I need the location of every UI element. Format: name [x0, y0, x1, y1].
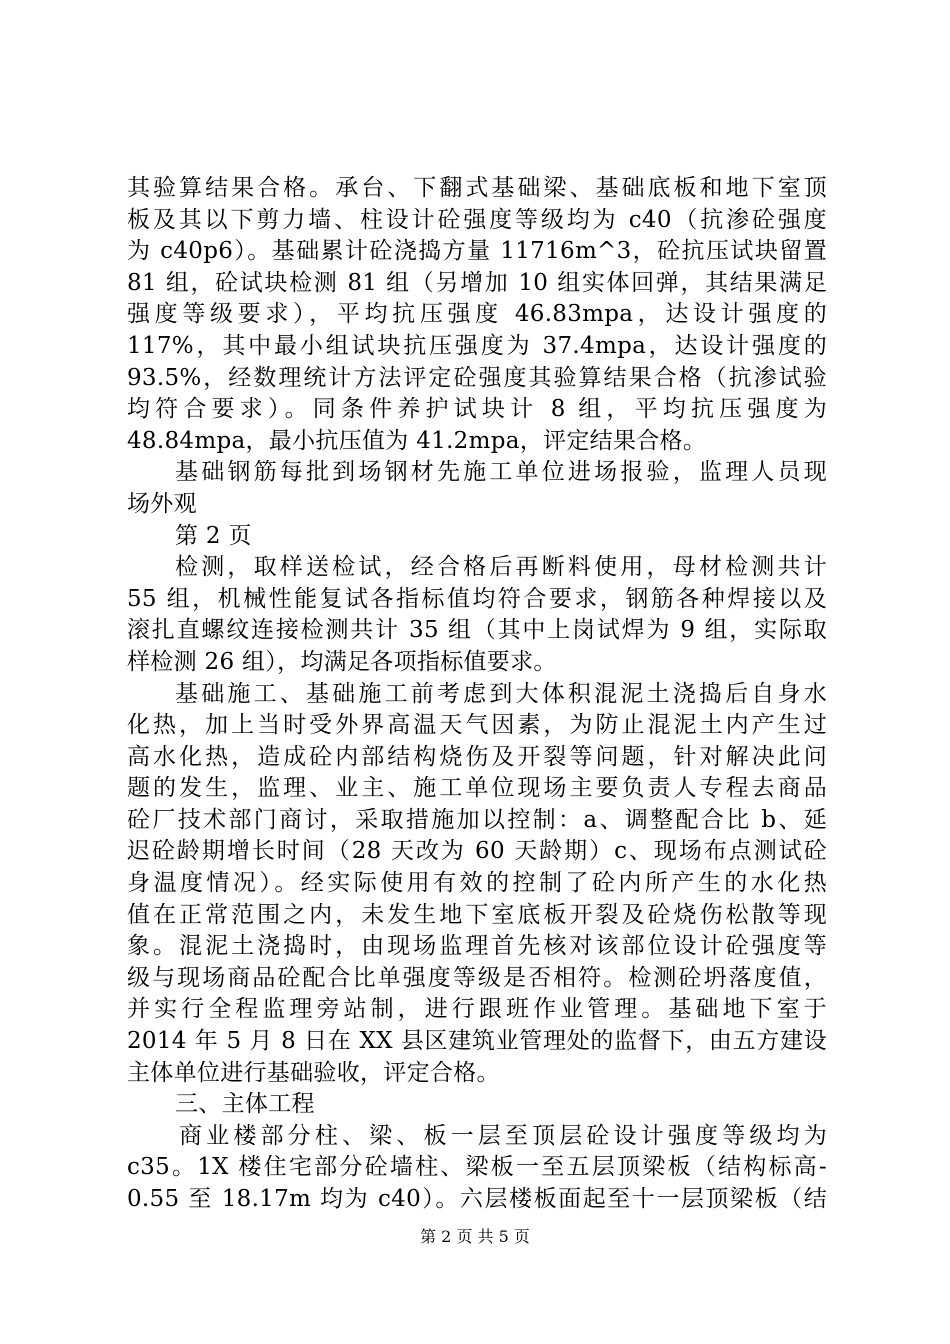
text-line: 滚扎直螺纹连接检测共计 35 组（其中上岗试焊为 9 组，实际取	[127, 617, 827, 644]
text-line: 化热，加上当时受外界高温天气因素，为防止混泥土内产生过	[127, 712, 827, 739]
text-line: 2014 年 5 月 8 日在 XX 县区建筑业管理处的监督下，由五方建设	[127, 1028, 827, 1055]
text-line: 样检测 26 组），均满足各项指标值要求。	[127, 648, 557, 675]
page-marker: 第 2 页	[175, 522, 252, 549]
text-line: 基础施工、基础施工前考虑到大体积混泥土浇捣后自身水	[175, 680, 827, 707]
text-line: 砼厂技术部门商讨，采取措施加以控制：a、调整配合比 b、延	[127, 806, 827, 833]
text-line: 值在正常范围之内，未发生地下室底板开裂及砼烧伤松散等现	[127, 901, 827, 928]
text-line: 为 c40p6）。基础累计砼浇捣方量 11716m^3，砼抗压试块留置	[127, 238, 827, 265]
text-line: 强度等级要求），平均抗压强度 46.83mpa，达设计强度的	[127, 301, 827, 328]
text-line: 象。混泥土浇捣时，由现场监理首先核对该部位设计砼强度等	[127, 933, 827, 960]
text-line: 93.5%，经数理统计方法评定砼强度其验算结果合格（抗渗试验	[127, 364, 827, 391]
text-line: 117%，其中最小组试块抗压强度为 37.4mpa，达设计强度的	[127, 332, 827, 359]
text-line: 迟砼龄期增长时间（28 天改为 60 天龄期）c、现场布点测试砼	[127, 838, 827, 865]
text-line: 板及其以下剪力墙、柱设计砼强度等级均为 c40（抗渗砼强度	[127, 206, 827, 233]
body-text	[127, 173, 827, 1216]
text-line: 题的发生，监理、业主、施工单位现场主要负责人专程去商品	[127, 775, 827, 802]
text-line: 均符合要求）。同条件养护试块计 8 组，平均抗压强度为	[127, 396, 827, 423]
text-line: 0.55 至 18.17m 均为 c40）。六层楼板面起至十一层顶梁板（结	[127, 1186, 827, 1212]
text-line: 身温度情况）。经实际使用有效的控制了砼内所产生的水化热	[127, 870, 827, 897]
section-heading: 三、主体工程	[175, 1091, 315, 1118]
text-line: 81 组，砼试块检测 81 组（另增加 10 组实体回弹，其结果满足	[127, 269, 827, 296]
text-line: 高水化热，造成砼内部结构烧伤及开裂等问题，针对解决此问	[127, 743, 827, 770]
text-line: 55 组，机械性能复试各指标值均符合要求，钢筋各种焊接以及	[127, 585, 827, 612]
text-line: 级与现场商品砼配合比单强度等级是否相符。检测砼坍落度值，	[127, 964, 827, 991]
text-line: 其验算结果合格。承台、下翻式基础梁、基础底板和地下室顶	[127, 175, 827, 201]
text-line: 主体单位进行基础验收，评定合格。	[127, 1059, 500, 1086]
text-line: 48.84mpa，最小抗压值为 41.2mpa，评定结果合格。	[127, 427, 707, 454]
text-line: 并实行全程监理旁站制，进行跟班作业管理。基础地下室于	[127, 996, 827, 1023]
text-line: 场外观	[127, 490, 197, 517]
text-line: c35。1X 楼住宅部分砼墙柱、梁板一至五层顶梁板（结构标高-	[127, 1154, 827, 1181]
text-line: 基础钢筋每批到场钢材先施工单位进场报验，监理人员现	[175, 459, 827, 486]
page-footer: 第 2 页 共 5 页	[420, 1227, 530, 1246]
text-line: 商业楼部分柱、梁、板一层至顶层砼设计强度等级均为	[179, 1122, 827, 1149]
text-line: 检测，取样送检试，经合格后再断料使用，母材检测共计	[175, 554, 827, 581]
